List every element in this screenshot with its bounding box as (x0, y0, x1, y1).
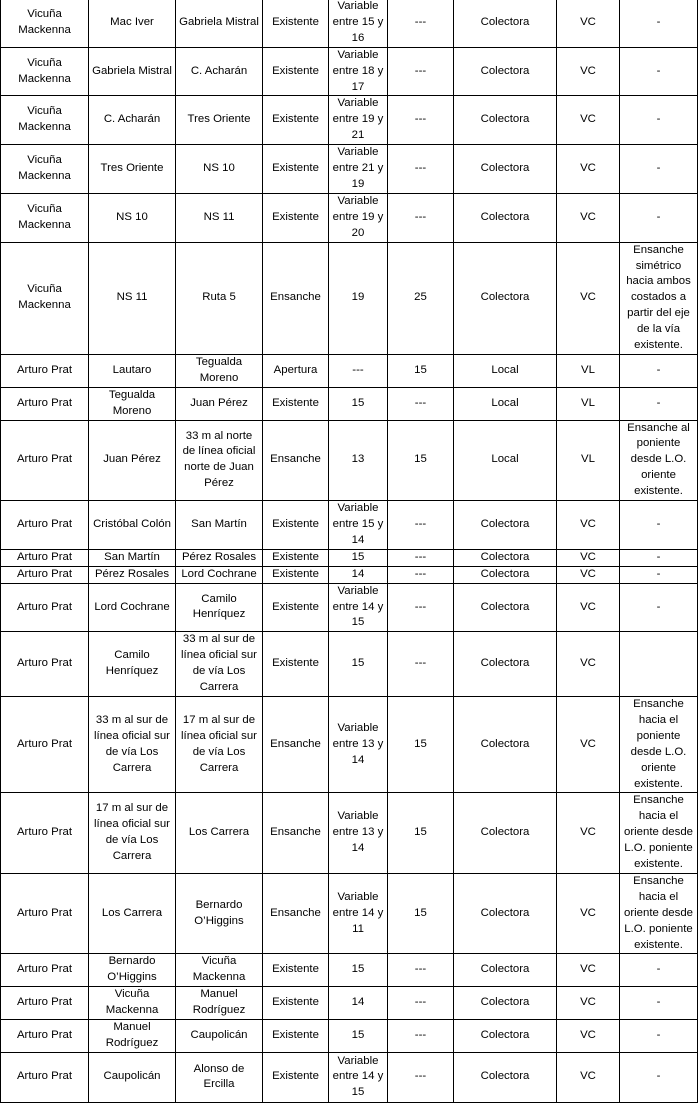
cell-via: Arturo Prat (1, 873, 89, 954)
cell-clase: VC (557, 583, 620, 632)
table-row (1, 354, 698, 387)
cell-ancho-actual: 14 (329, 566, 388, 583)
cell-hasta: 33 m al norte de línea oficial norte de Juan Pérez (176, 420, 263, 501)
cell-clase: VC (557, 632, 620, 697)
cell-clase: VC (557, 242, 620, 354)
cell-ancho-actual: Variable entre 21 y 19 (329, 145, 388, 194)
cell-ancho-proyectado: --- (388, 387, 454, 420)
cell-categoria: Colectora (454, 1052, 557, 1102)
cell-categoria: Colectora (454, 987, 557, 1020)
cell-hasta: San Martín (176, 501, 263, 550)
cell-ancho-actual: Variable entre 14 y 15 (329, 1052, 388, 1102)
cell-estado: Apertura (263, 354, 329, 387)
cell-hasta: Gabriela Mistral (176, 0, 263, 47)
cell-desde: Tres Oriente (89, 145, 176, 194)
table-row (1, 873, 698, 954)
cell-ancho-actual: 19 (329, 242, 388, 354)
cell-desde: Los Carrera (89, 873, 176, 954)
cell-categoria: Colectora (454, 793, 557, 874)
cell-estado: Ensanche (263, 420, 329, 501)
cell-ancho-proyectado: --- (388, 549, 454, 566)
cell-desde: Juan Pérez (89, 420, 176, 501)
table-row (1, 145, 698, 194)
cell-desde: Bernardo O’Higgins (89, 954, 176, 987)
cell-ancho-actual: Variable entre 13 y 14 (329, 696, 388, 792)
cell-estado: Existente (263, 1052, 329, 1102)
cell-hasta: Vicuña Mackenna (176, 954, 263, 987)
cell-desde: Mac Iver (89, 0, 176, 47)
cell-desde: Gabriela Mistral (89, 47, 176, 96)
cell-desde: Tegualda Moreno (89, 387, 176, 420)
cell-observaciones: - (620, 549, 698, 566)
cell-ancho-proyectado: --- (388, 1020, 454, 1053)
cell-hasta: Pérez Rosales (176, 549, 263, 566)
cell-ancho-proyectado: 15 (388, 420, 454, 501)
cell-estado: Ensanche (263, 793, 329, 874)
cell-via: Vicuña Mackenna (1, 193, 89, 242)
cell-ancho-actual: 15 (329, 549, 388, 566)
cell-ancho-actual: Variable entre 15 y 16 (329, 0, 388, 47)
cell-desde: 17 m al sur de línea oficial sur de vía Los Carrera (89, 793, 176, 874)
cell-estado: Existente (263, 566, 329, 583)
cell-ancho-proyectado: 15 (388, 354, 454, 387)
cell-estado: Ensanche (263, 696, 329, 792)
cell-categoria: Colectora (454, 696, 557, 792)
cell-hasta: NS 11 (176, 193, 263, 242)
cell-observaciones: Ensanche hacia el poniente desde L.O. oriente existente. (620, 696, 698, 792)
cell-observaciones: - (620, 0, 698, 47)
table-row (1, 987, 698, 1020)
cell-ancho-actual: --- (329, 354, 388, 387)
cell-categoria: Colectora (454, 1020, 557, 1053)
cell-desde: Cristóbal Colón (89, 501, 176, 550)
cell-desde: Vicuña Mackenna (89, 987, 176, 1020)
cell-clase: VC (557, 1052, 620, 1102)
cell-ancho-proyectado: --- (388, 987, 454, 1020)
cell-ancho-actual: Variable entre 14 y 11 (329, 873, 388, 954)
cell-via: Arturo Prat (1, 1052, 89, 1102)
cell-clase: VL (557, 354, 620, 387)
cell-ancho-actual: 15 (329, 1020, 388, 1053)
cell-hasta: Tres Oriente (176, 96, 263, 145)
cell-clase: VC (557, 501, 620, 550)
cell-ancho-proyectado: --- (388, 193, 454, 242)
cell-observaciones (620, 632, 698, 697)
cell-via: Vicuña Mackenna (1, 0, 89, 47)
cell-categoria: Colectora (454, 96, 557, 145)
table-row (1, 501, 698, 550)
cell-hasta: Los Carrera (176, 793, 263, 874)
cell-via: Arturo Prat (1, 583, 89, 632)
cell-estado: Existente (263, 96, 329, 145)
table-row (1, 47, 698, 96)
cell-hasta: Caupolicán (176, 1020, 263, 1053)
table-row (1, 242, 698, 354)
table-row (1, 193, 698, 242)
cell-categoria: Local (454, 354, 557, 387)
cell-clase: VC (557, 1020, 620, 1053)
cell-ancho-proyectado: --- (388, 954, 454, 987)
cell-clase: VC (557, 987, 620, 1020)
table-row (1, 954, 698, 987)
cell-ancho-actual: 13 (329, 420, 388, 501)
cell-hasta: Camilo Henríquez (176, 583, 263, 632)
cell-desde: Caupolicán (89, 1052, 176, 1102)
cell-hasta: 17 m al sur de línea oficial sur de vía Los Carrera (176, 696, 263, 792)
cell-observaciones: Ensanche hacia el oriente desde L.O. poniente existente. (620, 793, 698, 874)
cell-clase: VC (557, 0, 620, 47)
cell-clase: VC (557, 47, 620, 96)
cell-ancho-proyectado: --- (388, 501, 454, 550)
table-row (1, 549, 698, 566)
cell-via: Arturo Prat (1, 420, 89, 501)
cell-observaciones: - (620, 387, 698, 420)
cell-hasta: Ruta 5 (176, 242, 263, 354)
cell-via: Arturo Prat (1, 632, 89, 697)
cell-ancho-actual: Variable entre 13 y 14 (329, 793, 388, 874)
cell-observaciones: - (620, 1020, 698, 1053)
cell-estado: Existente (263, 987, 329, 1020)
cell-ancho-actual: 15 (329, 954, 388, 987)
cell-estado: Existente (263, 193, 329, 242)
cell-estado: Existente (263, 1020, 329, 1053)
table-row (1, 566, 698, 583)
cell-ancho-proyectado: --- (388, 0, 454, 47)
cell-categoria: Local (454, 387, 557, 420)
cell-categoria: Colectora (454, 632, 557, 697)
cell-via: Vicuña Mackenna (1, 96, 89, 145)
cell-observaciones: - (620, 583, 698, 632)
cell-ancho-proyectado: --- (388, 632, 454, 697)
cell-observaciones: Ensanche simétrico hacia ambos costados a partir del eje de la vía existente. (620, 242, 698, 354)
cell-categoria: Colectora (454, 145, 557, 194)
cell-clase: VC (557, 96, 620, 145)
cell-observaciones: - (620, 47, 698, 96)
cell-ancho-actual: 14 (329, 987, 388, 1020)
cell-estado: Existente (263, 549, 329, 566)
cell-desde: NS 10 (89, 193, 176, 242)
table-body (1, 0, 698, 1102)
cell-clase: VC (557, 549, 620, 566)
cell-observaciones: - (620, 1052, 698, 1102)
cell-via: Arturo Prat (1, 354, 89, 387)
cell-ancho-proyectado: --- (388, 145, 454, 194)
cell-desde: 33 m al sur de línea oficial sur de vía Los Carrera (89, 696, 176, 792)
cell-desde: Camilo Henríquez (89, 632, 176, 697)
cell-clase: VL (557, 420, 620, 501)
cell-categoria: Colectora (454, 566, 557, 583)
cell-clase: VC (557, 696, 620, 792)
cell-categoria: Colectora (454, 47, 557, 96)
table-row (1, 387, 698, 420)
cell-ancho-proyectado: 15 (388, 793, 454, 874)
cell-hasta: Alonso de Ercilla (176, 1052, 263, 1102)
cell-ancho-actual: 15 (329, 387, 388, 420)
cell-categoria: Colectora (454, 954, 557, 987)
cell-ancho-actual: Variable entre 19 y 21 (329, 96, 388, 145)
cell-via: Arturo Prat (1, 1020, 89, 1053)
cell-hasta: C. Acharán (176, 47, 263, 96)
table-row (1, 0, 698, 47)
cell-estado: Existente (263, 145, 329, 194)
cell-via: Arturo Prat (1, 954, 89, 987)
cell-via: Arturo Prat (1, 501, 89, 550)
cell-hasta: Bernardo O’Higgins (176, 873, 263, 954)
cell-clase: VC (557, 954, 620, 987)
cell-via: Arturo Prat (1, 566, 89, 583)
cell-observaciones: - (620, 566, 698, 583)
cell-categoria: Colectora (454, 873, 557, 954)
cell-observaciones: - (620, 96, 698, 145)
table-row (1, 793, 698, 874)
cell-hasta: Juan Pérez (176, 387, 263, 420)
cell-ancho-proyectado: 25 (388, 242, 454, 354)
table-row (1, 696, 698, 792)
table-row (1, 420, 698, 501)
cell-categoria: Colectora (454, 193, 557, 242)
cell-desde: Pérez Rosales (89, 566, 176, 583)
cell-hasta: NS 10 (176, 145, 263, 194)
cell-estado: Existente (263, 47, 329, 96)
cell-desde: Manuel Rodríguez (89, 1020, 176, 1053)
cell-estado: Existente (263, 583, 329, 632)
cell-clase: VL (557, 387, 620, 420)
cell-categoria: Colectora (454, 583, 557, 632)
cell-via: Arturo Prat (1, 696, 89, 792)
cell-observaciones: Ensanche hacia el oriente desde L.O. poniente existente. (620, 873, 698, 954)
cell-hasta: Manuel Rodríguez (176, 987, 263, 1020)
cell-estado: Existente (263, 387, 329, 420)
cell-hasta: Lord Cochrane (176, 566, 263, 583)
cell-categoria: Colectora (454, 549, 557, 566)
cell-estado: Ensanche (263, 873, 329, 954)
cell-via: Arturo Prat (1, 549, 89, 566)
cell-estado: Existente (263, 0, 329, 47)
cell-clase: VC (557, 145, 620, 194)
cell-desde: C. Acharán (89, 96, 176, 145)
cell-clase: VC (557, 873, 620, 954)
cell-via: Vicuña Mackenna (1, 47, 89, 96)
cell-ancho-actual: Variable entre 19 y 20 (329, 193, 388, 242)
cell-ancho-proyectado: --- (388, 583, 454, 632)
cell-estado: Existente (263, 632, 329, 697)
cell-clase: VC (557, 793, 620, 874)
cell-via: Vicuña Mackenna (1, 242, 89, 354)
cell-hasta: Tegualda Moreno (176, 354, 263, 387)
cell-desde: Lord Cochrane (89, 583, 176, 632)
cell-ancho-proyectado: --- (388, 96, 454, 145)
cell-clase: VC (557, 566, 620, 583)
cell-ancho-proyectado: 15 (388, 873, 454, 954)
cell-hasta: 33 m al sur de línea oficial sur de vía Los Carrera (176, 632, 263, 697)
cell-observaciones: - (620, 987, 698, 1020)
cell-estado: Ensanche (263, 242, 329, 354)
table-row (1, 1052, 698, 1102)
cell-ancho-actual: Variable entre 14 y 15 (329, 583, 388, 632)
table-row (1, 1020, 698, 1053)
cell-ancho-proyectado: --- (388, 1052, 454, 1102)
cell-ancho-actual: Variable entre 15 y 14 (329, 501, 388, 550)
cell-observaciones: - (620, 501, 698, 550)
cell-via: Arturo Prat (1, 387, 89, 420)
cell-via: Arturo Prat (1, 793, 89, 874)
cell-observaciones: - (620, 145, 698, 194)
cell-ancho-actual: 15 (329, 632, 388, 697)
cell-ancho-proyectado: --- (388, 47, 454, 96)
cell-ancho-proyectado: 15 (388, 696, 454, 792)
cell-categoria: Colectora (454, 242, 557, 354)
table-row (1, 632, 698, 697)
cell-desde: NS 11 (89, 242, 176, 354)
table-row (1, 583, 698, 632)
cell-via: Vicuña Mackenna (1, 145, 89, 194)
cell-ancho-proyectado: --- (388, 566, 454, 583)
cell-via: Arturo Prat (1, 987, 89, 1020)
cell-observaciones: Ensanche al poniente desde L.O. oriente existente. (620, 420, 698, 501)
cell-ancho-actual: Variable entre 18 y 17 (329, 47, 388, 96)
cell-categoria: Colectora (454, 501, 557, 550)
table-row (1, 96, 698, 145)
cell-desde: Lautaro (89, 354, 176, 387)
cell-categoria: Local (454, 420, 557, 501)
cell-observaciones: - (620, 354, 698, 387)
cell-desde: San Martín (89, 549, 176, 566)
cell-estado: Existente (263, 501, 329, 550)
cell-clase: VC (557, 193, 620, 242)
cell-observaciones: - (620, 954, 698, 987)
cell-observaciones: - (620, 193, 698, 242)
cell-categoria: Colectora (454, 0, 557, 47)
cell-estado: Existente (263, 954, 329, 987)
